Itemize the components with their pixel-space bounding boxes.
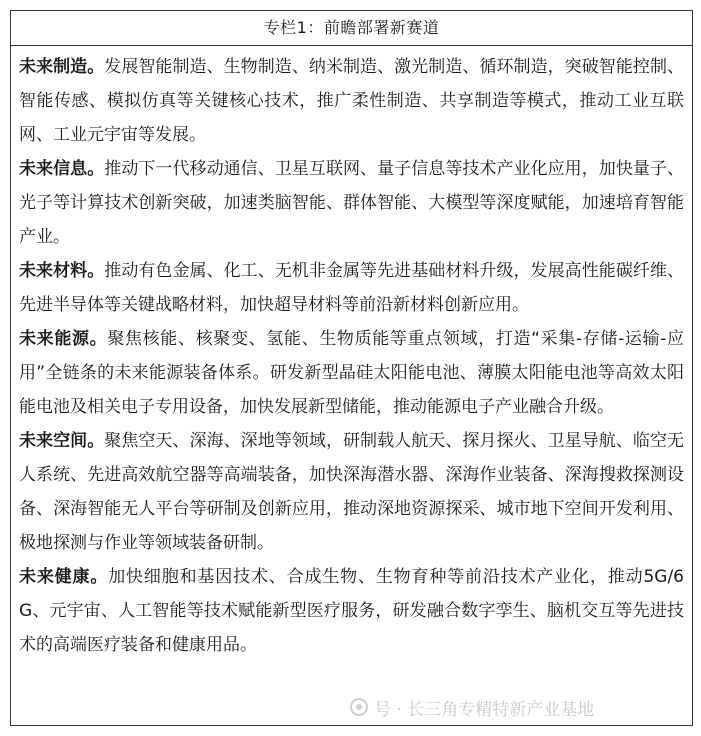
column-box <box>10 10 693 726</box>
section-heading: 未来空间。 <box>19 431 105 451</box>
section-future-health <box>19 560 684 662</box>
section-heading: 未来健康。 <box>19 567 109 587</box>
section-heading: 未来能源。 <box>19 329 108 349</box>
section-heading: 未来制造。 <box>19 57 105 77</box>
column-title: 专栏1：前瞻部署新赛道 <box>11 11 692 46</box>
column-content <box>11 46 692 662</box>
section-heading: 未来材料。 <box>19 261 105 281</box>
section-body: 加快细胞和基因技术、合成生物、生物育种等前沿技术产业化，推动5G/6G、元宇宙、人工智能等技术赋能新型医疗服务，研发融合数字孪生、脑机交互等先进技术的高端医疗装备和健康用品。 <box>19 567 684 655</box>
section-body: 推动下一代移动通信、卫星互联网、量子信息等技术产业化应用，加快量子、光子等计算技术创新突破，加速类脑智能、群体智能、大模型等深度赋能，加速培育智能产业。 <box>19 159 685 247</box>
section-heading: 未来信息。 <box>19 159 105 179</box>
section-future-energy <box>19 322 684 424</box>
section-future-space <box>19 424 684 560</box>
section-body: 推动有色金属、化工、无机非金属等先进基础材料升级，发展高性能碳纤维、先进半导体等关键战略材料，加快超导材料等前沿新材料创新应用。 <box>19 261 685 315</box>
section-body: 聚焦空天、深海、深地等领域，研制载人航天、探月探火、卫星导航、临空无人系统、先进高效航空器等高端装备，加快深海潜水器、深海作业装备、深海搜救探测设备、深海智能无人平台等研制及创新应用，推动深地资源探采、城市地下空间开发利用、极地探测与作业等领域装备研制。 <box>19 431 685 553</box>
section-body: 聚焦核能、核聚变、氢能、生物质能等重点领域，打造“采集-存储-运输-应用”全链条的未来能源装备体系。研发新型晶硅太阳能电池、薄膜太阳能电池等高效太阳能电池及相关电子专用设备，加快发展新型储能，推动能源电子产业融合升级。 <box>19 329 684 417</box>
section-future-information <box>19 152 684 254</box>
section-future-manufacturing <box>19 50 684 152</box>
watermark-text: 号 · 长三角专精特新产业基地 <box>374 699 595 720</box>
section-future-materials <box>19 254 684 322</box>
section-body: 发展智能制造、生物制造、纳米制造、激光制造、循环制造，突破智能控制、智能传感、模拟仿真等关键核心技术，推广柔性制造、共享制造等模式，推动工业互联网、工业元宇宙等发展。 <box>19 57 685 145</box>
